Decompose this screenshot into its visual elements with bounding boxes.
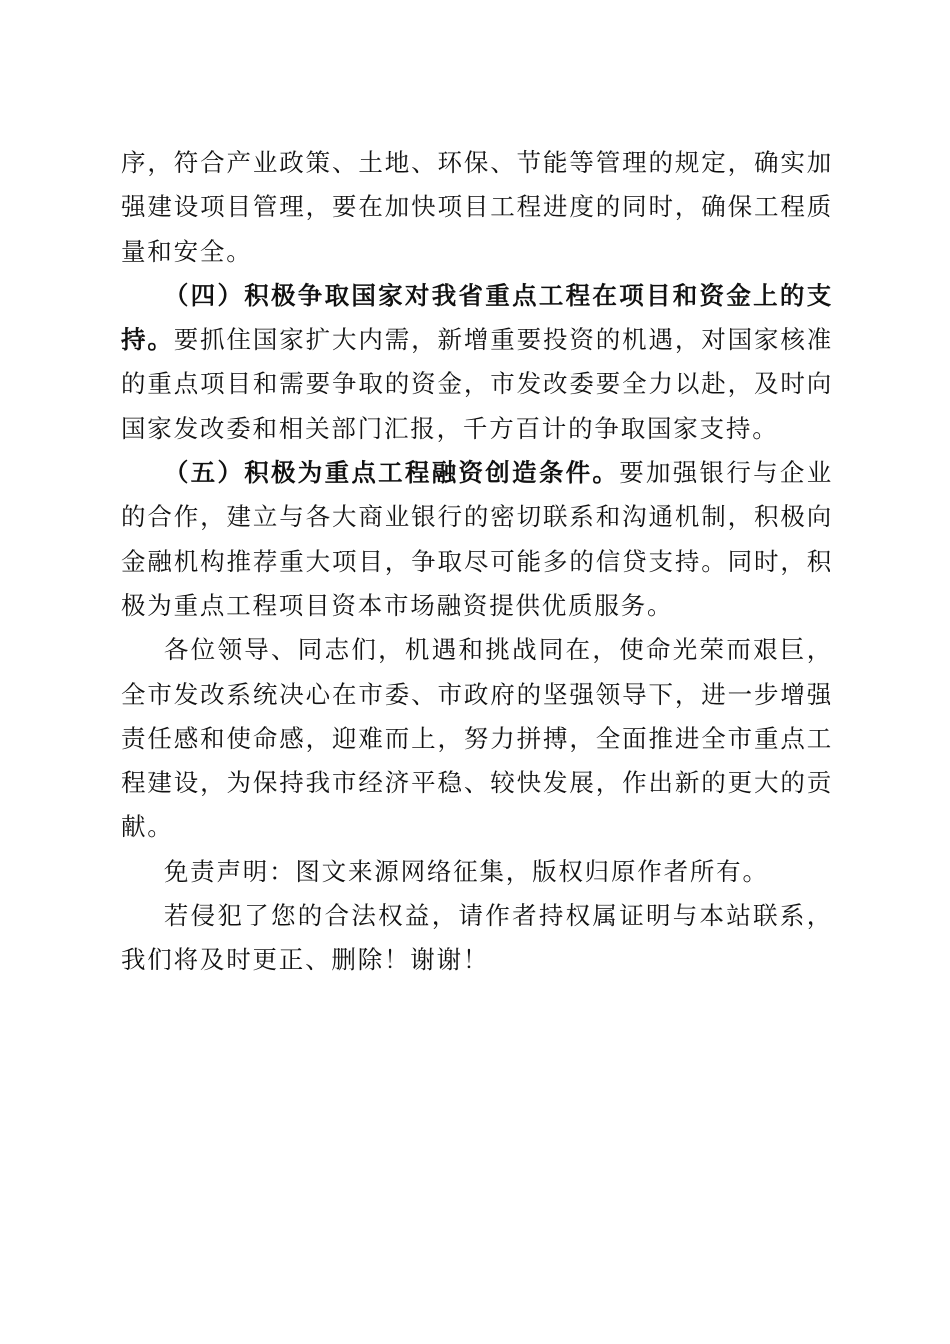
section-heading: （五）积极为重点工程融资创造条件。 — [163, 458, 620, 488]
paragraph-disclaimer — [121, 850, 833, 894]
paragraph-closing — [121, 628, 833, 849]
paragraph-text: 要加强银行与企业的合作，建立与各大商业银行的密切联系和沟通机制，积极向金融机构推荐重大项目，争取尽可能多的信贷支持。同时，积极为重点工程项目资本市场融资提供优质服务。 — [121, 458, 833, 620]
section-heading: （四）积极争取国家对我省重点工程在项目和资金上的支持。 — [121, 280, 833, 355]
paragraph-text: 若侵犯了您的合法权益，请作者持权属证明与本站联系，我们将及时更正、删除！谢谢！ — [121, 901, 833, 975]
paragraph-text: 要抓住国家扩大内需，新增重要投资的机遇，对国家核准的重点项目和需要争取的资金，市发改委要全力以赴，及时向国家发改委和相关部门汇报，千方百计的争取国家支持。 — [121, 325, 833, 443]
paragraph-text: 序，符合产业政策、土地、环保、节能等管理的规定，确实加强建设项目管理，要在加快项目工程进度的同时，确保工程质量和安全。 — [121, 148, 833, 266]
paragraph-text: 免责声明：图文来源网络征集，版权归原作者所有。 — [163, 856, 769, 886]
paragraph-text: 各位领导、同志们，机遇和挑战同在，使命光荣而艰巨，全市发改系统决心在市委、市政府的坚强领导下，进一步增强责任感和使命感，迎难而上，努力拼搏，全面推进全市重点工程建设，为保持我市经济平稳、较快发展，作出新的更大的贡献。 — [121, 635, 833, 842]
paragraph-continuation — [121, 141, 833, 274]
paragraph-contact-notice — [121, 894, 833, 983]
paragraph-section-four — [121, 274, 833, 451]
document-body — [121, 141, 833, 983]
paragraph-section-five — [121, 451, 833, 628]
